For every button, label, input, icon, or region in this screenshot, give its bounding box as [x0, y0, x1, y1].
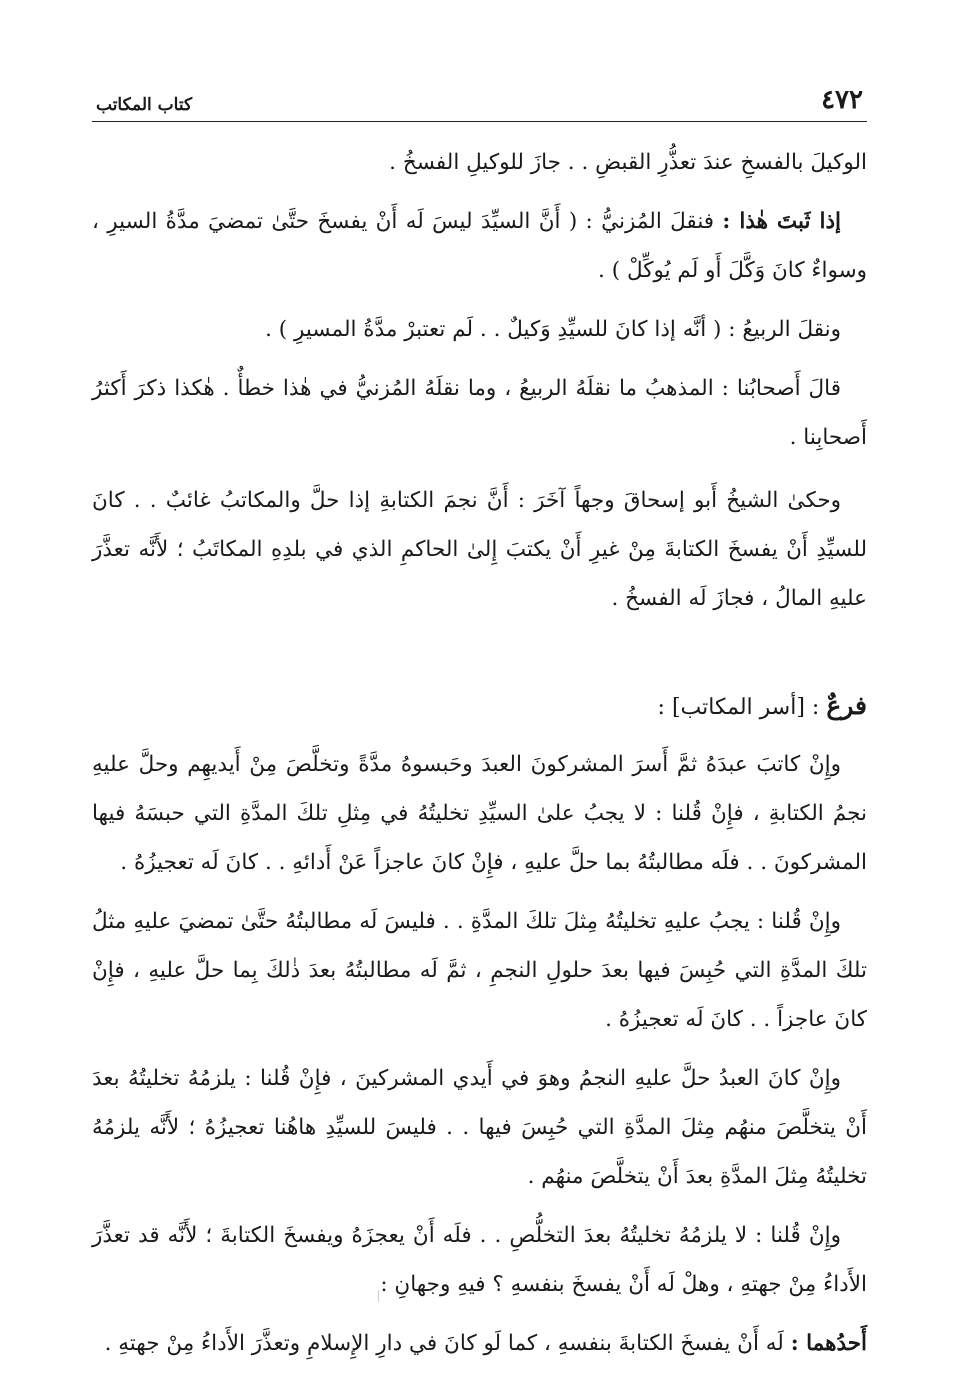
paragraph-text: وإِنْ كاتبَ عبدَهُ ثمَّ أَسرَ المشركونَ العبدَ وحَبسوهُ مدَّةً وتخلَّصَ مِنْ أَيديهِم وحلَّ عليهِ نجمُ الكتابةِ ، فإِنْ قُلنا : لا يجبُ علىٰ السيِّدِ تخليتُهُ في مِثلِ تلكَ المدَّةِ التي حبسَهُ فيها المشركونَ . . فلَه مطالبتُهُ بما حلَّ عليهِ ، فإِنْ كانَ عاجزاً عَنْ أَدائهِ . . كانَ لَه تعجيزُهُ . [92, 752, 867, 875]
paragraph-text: وإِنْ قُلنا : لا يلزمُهُ تخليتُهُ بعدَ التخلُّصِ . . فلَه أَنْ يعجزَهُ ويفسخَ الكتابةَ ؛ لأَنَّه قد تعذَّرَ الأَداءُ مِنْ جهتهِ ، وهلْ لَه أَنْ يفسخَ بنفسهِ ؟ فيهِ وجهانِ : [92, 1223, 867, 1297]
paragraph [92, 364, 867, 462]
paragraph-text: لَه أَنْ يفسخَ الكتابةَ بنفسهِ ، كما لَو كانَ في دارِ الإِسلامِ وتعذَّرَ الأَداءُ مِنْ جهتهِ . [104, 1331, 791, 1356]
paragraph-text: ونقلَ الربيعُ : ( أنَّه إذا كانَ للسيِّدِ وَكيلٌ . . لَم تعتبرْ مدَّةُ المسيرِ ) . [265, 317, 841, 342]
footer-mark [378, 1290, 379, 1302]
book-title: كتاب المكاتب [96, 95, 193, 115]
body-text [92, 138, 867, 1368]
paragraph-lead: أَحدُهما : [790, 1331, 867, 1356]
paragraph [92, 197, 867, 295]
paragraph [92, 138, 867, 187]
paragraph-text: الوكيلَ بالفسخِ عندَ تعذُّرِ القبضِ . . جازَ للوكيلِ الفسخُ . [389, 150, 867, 175]
book-page [92, 78, 867, 1378]
paragraph-text: وحكىٰ الشيخُ أَبو إسحاقَ وجهاً آخَرَ : أَنَّ نجمَ الكتابةِ إذا حلَّ والمكاتبُ غائبٌ . . كانَ للسيِّدِ أَنْ يفسخَ الكتابةَ مِنْ غيرِ أَنْ يكتبَ إِلىٰ الحاكمِ الذي في بلدِهِ المكاتَبُ ؛ لأَنَّه تعذَّرَ عليهِ المالُ ، فجازَ لَه الفسخُ . [92, 488, 867, 611]
paragraph-text: وإِنْ كانَ العبدُ حلَّ عليهِ النجمُ وهوَ في أَيدي المشركينَ ، فإِنْ قُلنا : يلزمُهُ تخليتُهُ بعدَ أَنْ يتخلَّصَ منهُم مِثلَ المدَّةِ التي حُبِسَ فيها . . فليسَ للسيِّدِ هاهُنا تعجيزُهُ ؛ لأَنَّه يلزمُهُ تخليتُهُ مِثلَ المدَّةِ بعدَ أَنْ يتخلَّصَ منهُم . [92, 1066, 867, 1189]
page-number: ٤٧٢ [821, 85, 863, 115]
paragraph-text: فنقلَ المُزنيُّ : ( أَنَّ السيِّدَ ليسَ لَه أَنْ يفسخَ حتَّىٰ تمضيَ مدَّةُ السيرِ ، وسواءٌ كانَ وَكَّلَ أَو لَم يُوكِّلْ ) . [92, 209, 867, 283]
section-label: فرعٌ [826, 691, 867, 720]
paragraph [92, 1211, 867, 1309]
paragraph-text: وإِنْ قُلنا : يجبُ عليهِ تخليتُهُ مِثلَ تلكَ المدَّةِ . . فليسَ لَه مطالبتُهُ حتَّىٰ تمضيَ عليهِ مثلُ تلكَ المدَّةِ التي حُبِسَ فيها بعدَ حلولِ النجمِ ، ثمَّ لَه مطالبتُهُ بعدَ ذٰلكَ بِما حلَّ عليهِ ، فإِنْ كانَ عاجزاً . . كانَ لَه تعجيزُهُ . [92, 909, 867, 1032]
paragraph [92, 1054, 867, 1201]
section-title: : [أسر المكاتب] : [657, 695, 820, 720]
paragraph [92, 1319, 867, 1368]
paragraph [92, 476, 867, 623]
paragraph-lead: إذا ثَبتَ هٰذا : [722, 209, 842, 234]
paragraph-text: قالَ أَصحابُنا : المذهبُ ما نقلَهُ الربيعُ ، وما نقلَهُ المُزنيُّ في هٰذا خطأٌ . هٰكذا ذكرَ أَكثرُ أَصحابِنا . [92, 376, 867, 450]
paragraph [92, 305, 867, 354]
paragraph [92, 740, 867, 887]
section-heading [92, 681, 867, 732]
paragraph [92, 897, 867, 1044]
running-header [92, 78, 867, 122]
